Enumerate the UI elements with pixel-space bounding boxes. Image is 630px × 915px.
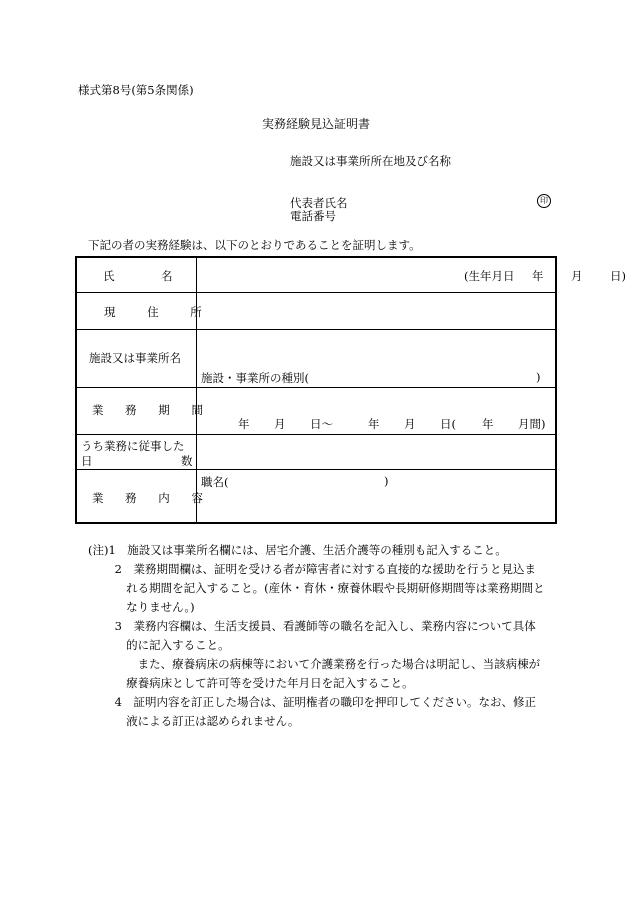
birth-year-unit: 年 — [532, 269, 544, 283]
address-row — [77, 293, 555, 330]
period-end-day-unit: 日( — [440, 417, 456, 431]
facility-type-label: 施設・事業所の種別( — [201, 371, 309, 385]
document-title: 実務経験見込証明書 — [262, 117, 371, 131]
period-start-day-unit: 日〜 — [310, 417, 333, 431]
certification-statement: 下記の者の実務経験は、以下のとおりであることを証明します。 — [88, 238, 421, 252]
notes-section — [88, 541, 558, 731]
address-label: 現 住 所 — [104, 305, 216, 319]
note-line: また、療養病床の病棟等において介護業務を行った場合は明記し、当該病棟が — [88, 657, 541, 671]
facility-label-cell — [77, 330, 197, 387]
duty-value-cell[interactable] — [196, 470, 555, 522]
days-label-line-2b: 数 — [181, 454, 193, 468]
position-close: ) — [384, 474, 389, 488]
facility-address-label: 施設又は事業所所在地及び名称 — [290, 154, 451, 168]
duty-label-cell — [77, 470, 212, 522]
note-line: れる期間を記入すること。(産休・育休・療養休暇や長期研修期間等は業務期間と — [88, 581, 545, 595]
period-value-cell[interactable] — [196, 388, 555, 434]
note-line: 的に記入すること。 — [88, 638, 230, 652]
address-value-cell[interactable] — [196, 293, 555, 329]
period-total-month-unit: 月間) — [518, 417, 546, 431]
note-line: 療養病床として許可等を受けた年月日を記入すること。 — [88, 676, 414, 690]
period-label: 業 務 期 間 — [92, 403, 212, 417]
name-label-cell — [77, 258, 197, 292]
form-number: 様式第8号(第5条関係) — [78, 83, 194, 97]
note-line: (注)1 施設又は事業所名欄には、居宅介護、生活介護等の種別も記入すること。 — [88, 543, 507, 557]
period-start-month-unit: 月 — [274, 417, 286, 431]
facility-type-close: ) — [536, 370, 541, 384]
note-line: 2 業務期間欄は、証明を受ける者が障害者に対する直接的な援助を行うと見込ま — [88, 562, 536, 576]
birth-month-unit: 月 — [571, 269, 583, 283]
seal-icon: 印 — [537, 194, 551, 208]
duty-label: 業 務 内 容 — [92, 491, 212, 505]
position-label: 職名( — [201, 475, 229, 489]
name-value-cell[interactable] — [196, 258, 626, 292]
certificate-table — [75, 256, 626, 524]
facility-value-cell[interactable] — [196, 330, 555, 387]
days-label-line-2a: 日 — [81, 454, 93, 468]
facility-row — [77, 330, 555, 388]
period-start-year-unit: 年 — [238, 417, 250, 431]
birth-date-label: (生年月日 — [464, 269, 515, 283]
name-row — [77, 258, 626, 293]
note-line: 3 業務内容欄は、生活支援員、看護師等の職名を記入し、業務内容について具体 — [88, 619, 536, 633]
name-label-2: 名 — [161, 269, 173, 283]
birth-day-unit: 日) — [610, 269, 626, 283]
phone-number-label: 電話番号 — [290, 209, 336, 223]
days-label-cell — [77, 435, 197, 469]
note-line: 液による訂正は認められません。 — [88, 714, 300, 728]
days-row — [77, 435, 555, 470]
name-label-1: 氏 — [103, 269, 115, 283]
days-value-cell[interactable] — [196, 435, 555, 469]
days-label-line-1: うち業務に従事した — [81, 439, 185, 453]
duty-row — [77, 470, 555, 522]
representative-name-label: 代表者氏名 — [290, 196, 348, 210]
period-total-year-unit: 年 — [482, 417, 494, 431]
period-end-month-unit: 月 — [404, 417, 416, 431]
period-row — [77, 388, 555, 435]
period-end-year-unit: 年 — [368, 417, 380, 431]
facility-name-label: 施設又は事業所名 — [89, 351, 181, 365]
note-line: 4 証明内容を訂正した場合は、証明権者の職印を押印してください。なお、修正 — [88, 695, 536, 709]
note-line: なりません。) — [88, 600, 195, 614]
period-label-cell — [77, 388, 212, 434]
address-label-cell — [77, 293, 216, 329]
